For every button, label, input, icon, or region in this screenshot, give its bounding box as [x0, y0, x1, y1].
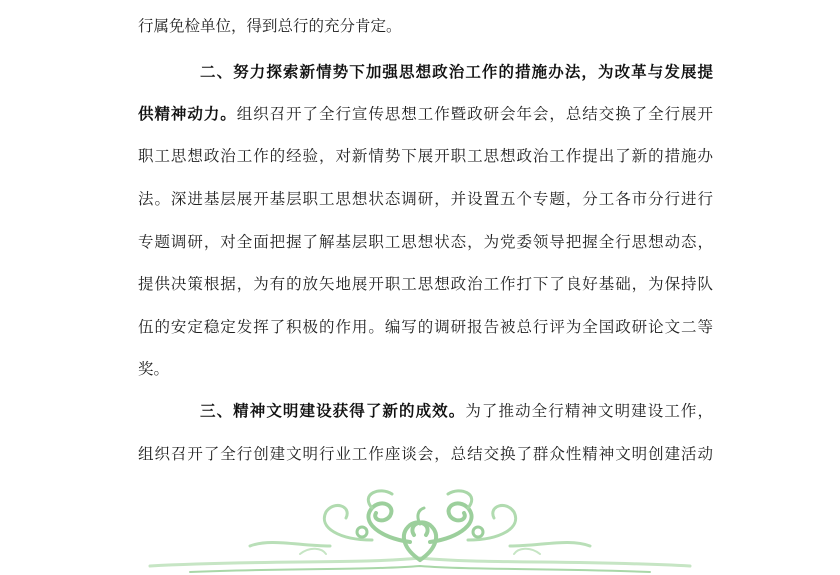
section-2-heading-end: 供精神动力。	[138, 105, 237, 123]
line-text: 法。深进基层展开基层职工思想状态调研，并设置五个专题，分工各市分行进行	[138, 190, 713, 208]
line-text: 伍的安定稳定发挥了积极的作用。编写的调研报告被总行评为全国政研论文二等	[138, 318, 713, 336]
section-2-line-2	[138, 98, 713, 130]
section-2-line-6	[138, 268, 713, 300]
section-2-heading-line	[200, 56, 713, 88]
section-2-line-5	[138, 226, 713, 258]
line-text: 组织召开了全行宣传思想工作暨政研会年会，总结交换了全行展开	[236, 105, 713, 123]
floral-scroll-ornament-icon	[0, 480, 840, 575]
line-text: 职工思想政治工作的经验，对新情势下展开职工思想政治工作提出了新的措施办	[138, 147, 713, 165]
section-2-line-7	[138, 311, 713, 343]
section-3-heading: 三、精神文明建设获得了新的成效。	[200, 402, 466, 420]
section-2-line-3	[138, 140, 713, 172]
paragraph-1-line-end	[138, 10, 402, 42]
section-3-heading-line	[200, 395, 713, 427]
line-text: 奖。	[138, 360, 170, 378]
line-text: 提供决策根据，为有的放矢地展开职工思想政治工作打下了良好基础，为保持队	[138, 275, 713, 293]
line-text: 行属免检单位，得到总行的充分肯定。	[138, 17, 402, 35]
section-2-line-4	[138, 183, 713, 215]
section-3-line-2	[138, 438, 713, 470]
section-2-heading: 二、努力探索新情势下加强思想政治工作的措施办法，为改革与发展提	[200, 63, 713, 81]
line-text: 专题调研，对全面把握了解基层职工思想状态，为党委领导把握全行思想动态，	[138, 233, 713, 251]
line-text: 为了推动全行精神文明建设工作，	[465, 402, 713, 420]
section-2-line-8	[138, 353, 169, 385]
line-text: 组织召开了全行创建文明行业工作座谈会，总结交换了群众性精神文明创建活动	[138, 445, 713, 463]
